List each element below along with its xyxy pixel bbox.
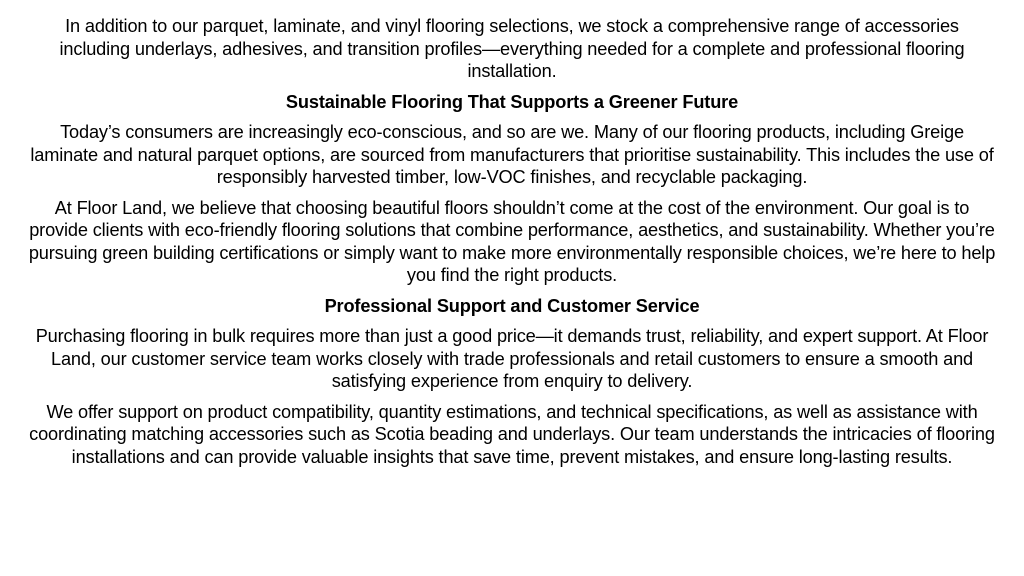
support-paragraph-1: Purchasing flooring in bulk requires more than just a good price—it demands trust, reliability, and expert support. At Floor Land, our customer service team works closely with trade professionals and retail customers to ensure a smooth and satisfying experience from enquiry to delivery. [35,326,989,391]
support-heading: Professional Support and Customer Service [324,295,700,316]
sustainable-paragraph-1: Today’s consumers are increasingly eco-conscious, and so are we. Many of our flooring products, including Greige laminate and natural parquet options, are sourced from manufacturers that prioritise sustainability. This includes the use of responsibly harvested timber, low-VOC finishes, and recyclable packaging. [30,122,994,187]
sustainable-heading: Sustainable Flooring That Supports a Greener Future [285,91,739,112]
intro-paragraph: In addition to our parquet, laminate, and vinyl flooring selections, we stock a comprehensive range of accessories including underlays, adhesives, and transition profiles—everything needed for a complete and professional flooring installation. [59,16,965,81]
sustainable-paragraph-2: At Floor Land, we believe that choosing beautiful floors shouldn’t come at the cost of the environment. Our goal is to provide clients with eco-friendly flooring solutions that combine performance, aesthetics, and sustainability. Whether you’re pursuing green building certifications or simply want to make more environmentally responsible choices, we’re here to help you find the right products. [28,197,996,285]
document-body [28,15,996,476]
support-paragraph-2: We offer support on product compatibility, quantity estimations, and technical specifications, as well as assistance with coordinating matching accessories such as Scotia beading and underlays. Our team understands the intricacies of flooring installations and can provide valuable insights that save time, prevent mistakes, and ensure long-lasting results. [29,401,995,467]
